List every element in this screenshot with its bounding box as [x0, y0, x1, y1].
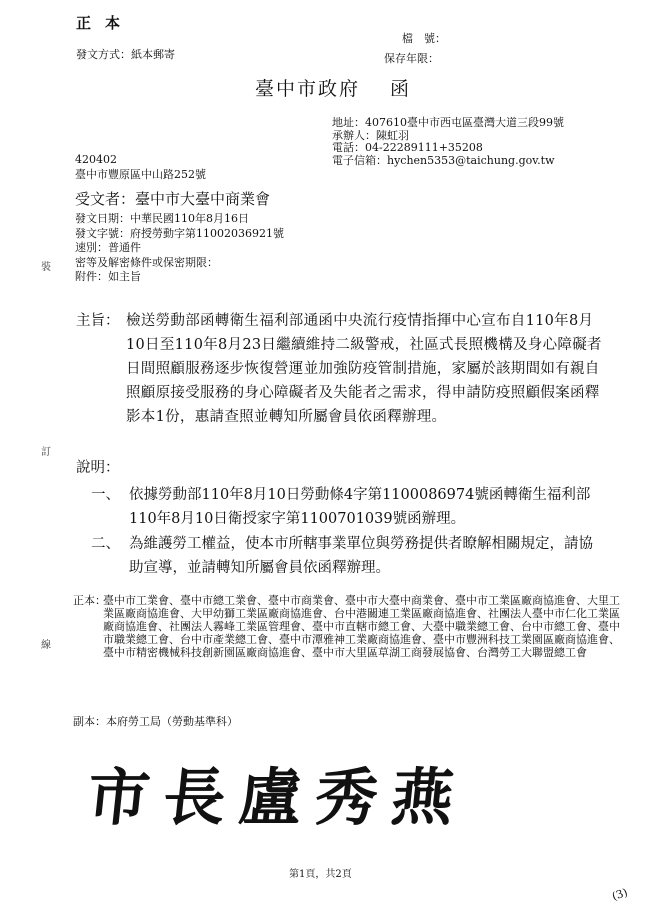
subject-text: 檢送勞動部函轉衛生福利部通函中央流行疫情指揮中心宣布自110年8月10日至110年8月23日繼續維持二級警戒，社區式長照機構及身心障礙者日間照顧服務逐步恢復營運並加強防疫管制措施，家屬於該期間如有親自照顧原接受服務的身心障礙者及失能者之需求，得申請防疫照顧假案函釋影本1份，惠請查照並轉知所屬會員依函釋辦理。	[126, 313, 602, 425]
description-item-number: 二、	[91, 536, 120, 552]
delivery-speed: 速別：普通件	[75, 241, 141, 254]
binding-mark-3: 線	[41, 640, 51, 651]
copy-mark: 正本	[76, 14, 135, 32]
secrecy-level: 密等及解密條件或保密期限：	[75, 255, 218, 269]
recipient-zip: 420402	[75, 153, 117, 166]
corner-mark: (3)	[610, 885, 630, 904]
description-label: 說明：	[76, 460, 120, 476]
document-title	[255, 74, 411, 101]
recipient-address: 臺中市豐原區中山路252號	[75, 168, 206, 181]
retention-period-label: 保存年限：	[384, 52, 439, 65]
description-item-text: 依據勞動部110年8月10日勞動條4字第1100086974號函轉衛生福利部110年8月10日衛授家字第1100701039號函辦理。	[129, 487, 591, 527]
issue-date: 發文日期：中華民國110年8月16日	[75, 212, 249, 225]
page-number: 第1頁，共2頁	[289, 869, 352, 880]
send-method: 發文方式：紙本郵寄	[76, 48, 175, 61]
description-item-number: 一、	[91, 487, 120, 503]
original-recipients-label: 正本：	[73, 594, 106, 607]
reference-number: 發文字號：府授勞動字第11002036921號	[75, 226, 284, 240]
subject-label: 主旨：	[76, 313, 120, 329]
duplicate-recipients: 副本：本府勞工局（勞動基準科）	[73, 715, 238, 728]
description-item	[91, 483, 599, 531]
phone: 電話：04-22289111+35208	[332, 141, 483, 154]
subject-section	[76, 309, 608, 429]
office-address: 地址：407610臺中市西屯區臺灣大道三段99號	[332, 116, 564, 129]
original-recipients-list: 臺中市工業會、臺中市總工業會、臺中市商業會、臺中市大臺中商業會、臺中市工業區廠商協進會、大里工業區廠商協進會、大甲幼獅工業區廠商協進會、台中港關連工業區廠商協進會、社團法人臺中市仁化工業區廠商協進會、社團法人霧峰工業區管理會、臺中市直轄市總工會、大臺中職業總工會、台中市總工會、臺中市職業總工會、台中市產業總工會、臺中市潭雅神工業廠商協進會、臺中市豐洲科技工業園區廠商協進會、臺中市精密機械科技創新園區廠商協進會、臺中市大里區草湖工商發展協會、台灣勞工大聯盟總工會	[103, 594, 620, 659]
original-recipients	[73, 594, 621, 659]
binding-mark-1: 裝	[41, 262, 51, 273]
document-kind: 函	[390, 78, 412, 100]
contact-block	[332, 117, 572, 167]
mayor-signature: 市長盧秀燕	[83, 761, 472, 834]
attachment: 附件：如主旨	[75, 270, 141, 283]
file-number-label: 檔 號：	[402, 32, 446, 45]
description-item	[91, 532, 599, 580]
email: 電子信箱：hychen5353@taichung.gov.tw	[332, 153, 555, 167]
document-meta	[75, 212, 284, 285]
receiver: 受文者：臺中市大臺中商業會	[75, 190, 271, 208]
issuing-organization: 臺中市政府	[255, 78, 361, 100]
binding-mark-2: 訂	[41, 447, 51, 458]
description-item-text: 為維護勞工權益，使本市所轄事業單位與勞務提供者瞭解相關規定，請協助宣導，並請轉知所屬會員依函釋辦理。	[129, 536, 593, 576]
case-handler: 承辦人：陳虹羽	[332, 128, 409, 142]
